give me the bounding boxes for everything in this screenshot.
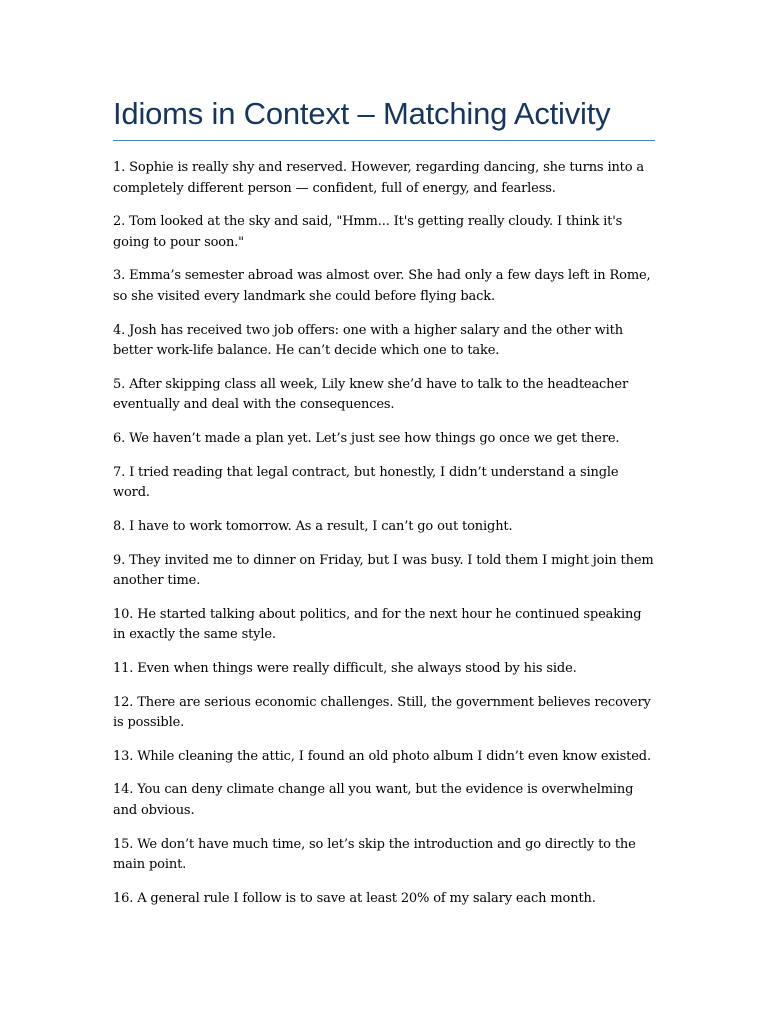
list-item: 3. Emma’s semester abroad was almost over. She had only a few days left in Rome, so she visited every landmark she could before flying back.	[113, 268, 651, 304]
list-item: 1. Sophie is really shy and reserved. However, regarding dancing, she turns into a completely different person — confident, full of energy, and fearless.	[113, 160, 645, 196]
list-item: 11. Even when things were really difficult, she always stood by his side.	[113, 660, 577, 676]
list-item: 2. Tom looked at the sky and said, "Hmm... It's getting really cloudy. I think it's going to pour soon."	[113, 214, 623, 250]
list-item: 10. He started talking about politics, and for the next hour he continued speaking in exactly the same style.	[113, 606, 642, 643]
list-item: 6. We haven’t made a plan yet. Let’s just see how things go once we get there.	[113, 430, 620, 446]
document-page	[113, 94, 655, 923]
title-underline	[113, 140, 655, 141]
list-item: 16. A general rule I follow is to save at least 20% of my salary each month.	[113, 890, 596, 906]
list-item: 13. While cleaning the attic, I found an old photo album I didn’t even know existed.	[113, 748, 651, 764]
list-item: 15. We don’t have much time, so let’s skip the introduction and go directly to the main point.	[113, 836, 636, 873]
list-item: 8. I have to work tomorrow. As a result, I can’t go out tonight.	[113, 518, 513, 534]
list-item: 9. They invited me to dinner on Friday, but I was busy. I told them I might join them another time.	[113, 552, 654, 588]
list-item: 4. Josh has received two job offers: one with a higher salary and the other with better work-life balance. He can’t decide which one to take.	[113, 322, 623, 359]
list-item: 12. There are serious economic challenges. Still, the government believes recovery is possible.	[113, 694, 651, 731]
sentence-list	[113, 158, 655, 909]
list-item: 14. You can deny climate change all you want, but the evidence is overwhelming and obvious.	[113, 782, 634, 818]
document-title: Idioms in Context – Matching Activity	[113, 96, 611, 131]
list-item: 5. After skipping class all week, Lily knew she’d have to talk to the headteacher eventually and deal with the consequences.	[113, 376, 629, 413]
list-item: 7. I tried reading that legal contract, but honestly, I didn’t understand a single word.	[113, 464, 619, 501]
